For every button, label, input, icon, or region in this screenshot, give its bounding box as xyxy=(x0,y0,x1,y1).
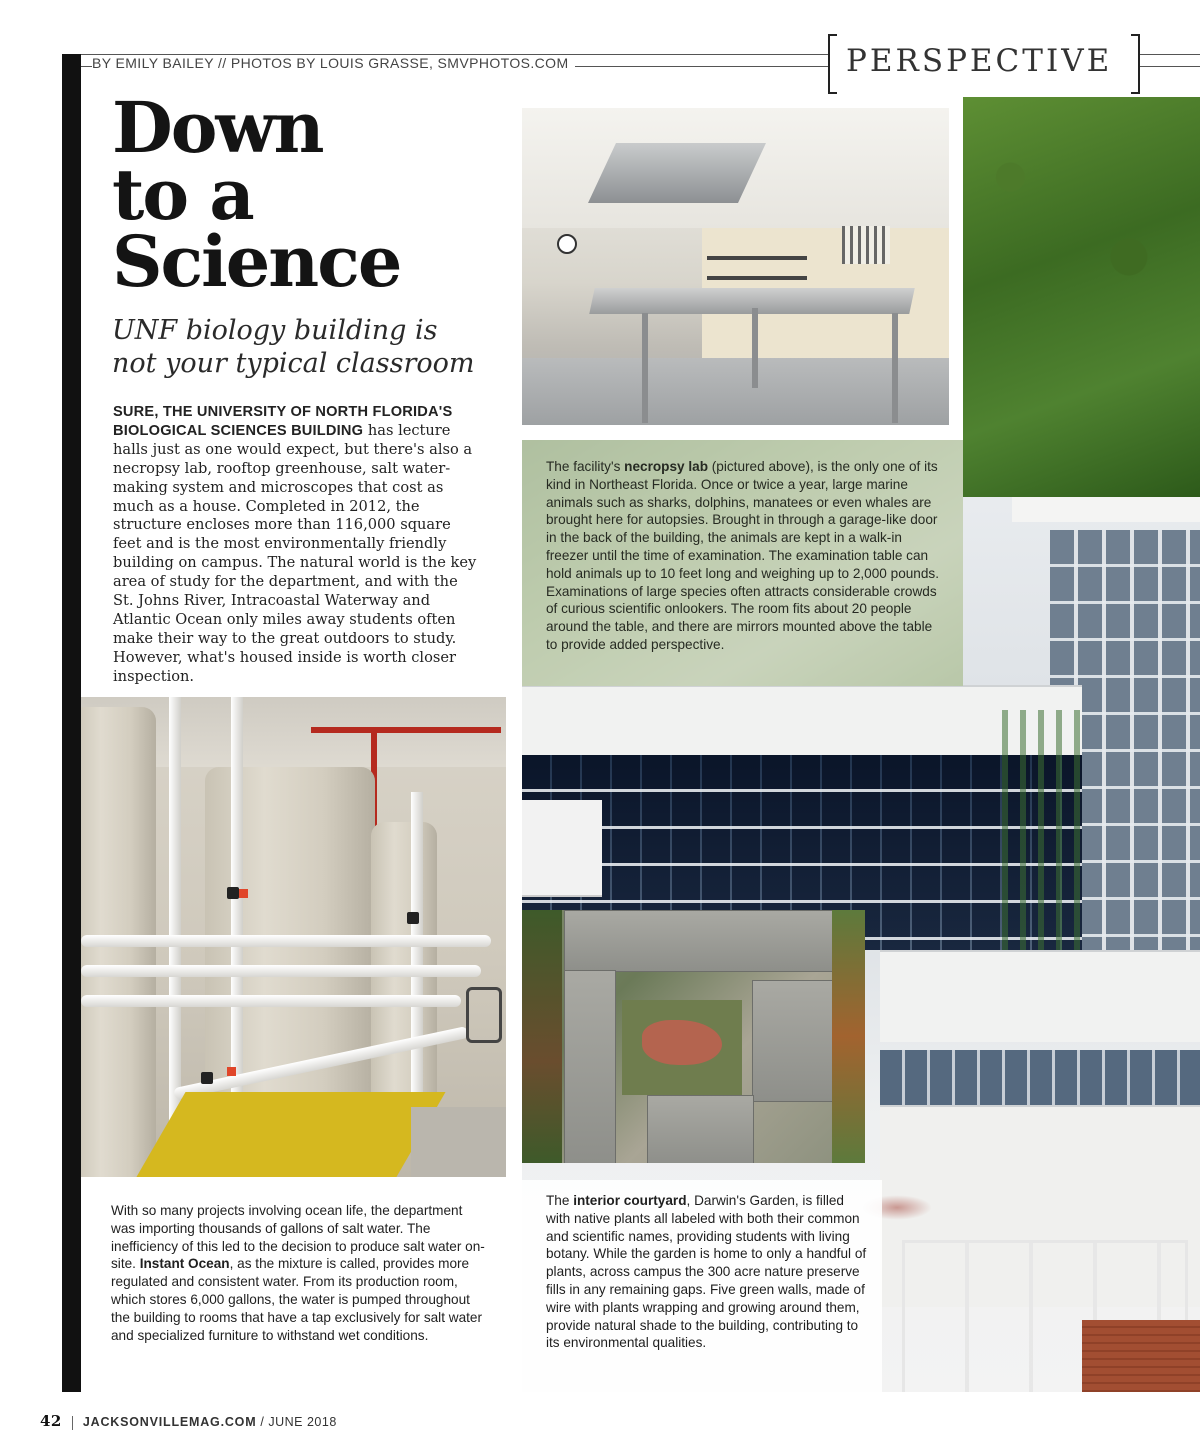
lab-hood xyxy=(588,143,766,203)
horizontal-pipe xyxy=(81,935,491,947)
intro-lead: SURE, THE UNIVERSITY OF NORTH FLORIDA'S BIOLOGICAL SCIENCES BUILDING xyxy=(113,404,453,439)
horizontal-pipe xyxy=(81,995,461,1007)
intro-paragraph xyxy=(113,403,481,687)
valve-handle-icon xyxy=(239,889,248,898)
headline-line: Down xyxy=(112,86,323,169)
headline xyxy=(112,86,502,303)
yellow-floor xyxy=(136,1092,445,1177)
necropsy-caption xyxy=(546,458,946,654)
issue-date: / JUNE 2018 xyxy=(260,1415,337,1429)
headline-line: to a xyxy=(112,153,253,236)
clock-icon xyxy=(557,234,577,254)
treetop-photo xyxy=(963,97,1200,497)
bracket-left xyxy=(828,34,837,94)
necropsy-caption-bold: necropsy lab xyxy=(624,459,708,474)
magazine-url: JACKSONVILLEMAG.COM xyxy=(82,1415,257,1429)
lower-roof xyxy=(880,950,1200,1042)
aerial-trees-left xyxy=(522,910,562,1163)
valve-icon xyxy=(407,912,419,924)
aerial-garden-path xyxy=(642,1020,722,1065)
lab-shelf xyxy=(707,256,807,260)
bracket-right xyxy=(1131,34,1140,94)
salt-caption-post: , as the mixture is called, provides more regulated and consistent water. From its production room, which stores 6,000 gallons, the water is pumped throughout the building to rooms that have a tap exclusively for salt water and specialized furniture to withstand wet conditions. xyxy=(111,1256,483,1343)
footer-divider xyxy=(72,1416,73,1430)
header-rule-top-right xyxy=(1140,54,1200,55)
lab-shelf xyxy=(707,276,807,280)
aerial-roof-bottom xyxy=(647,1095,754,1163)
horizontal-pipe xyxy=(81,965,481,977)
valve-handle-icon xyxy=(227,1067,236,1076)
aerial-roof-right xyxy=(752,980,834,1102)
salt-water-caption xyxy=(111,1202,489,1344)
headline-line: Science xyxy=(112,220,401,303)
salt-caption-pre: With so many projects involving ocean life, the department was importing thousands of gallons of salt water. The inefficiency of this led to the decision to produce salt water on-site. xyxy=(111,1203,485,1272)
subhead xyxy=(112,314,512,380)
necropsy-lab-photo xyxy=(522,108,949,425)
courtyard-caption xyxy=(546,1192,871,1352)
necropsy-caption-pre: The facility's xyxy=(546,459,625,474)
green-wall xyxy=(1002,710,1092,960)
subhead-line: not your typical classroom xyxy=(112,348,475,379)
subhead-line: UNF biology building is xyxy=(112,315,438,346)
lab-rack xyxy=(842,226,890,264)
accent-bar xyxy=(62,54,81,1392)
salt-caption-bold: Instant Ocean xyxy=(139,1256,230,1272)
left-roof-block xyxy=(522,800,602,897)
intro-body: has lecture halls just as one would expect, but there's also a necropsy lab, rooftop greenhouse, salt water-making system and microscopes that cost as much as a house. Completed in 2012, the structure encloses more than 116,000 square feet and is the most environmentally friendly building on campus. The natural world is the key area of study for the department, and with the St. Johns River, Intracoastal Waterway and Atlantic Ocean only miles away students often make their way to the great outdoors to study. However, what's housed inside is worth closer inspection. xyxy=(113,421,477,685)
necropsy-caption-post: (pictured above), is the only one of its kind in Northeast Florida. Once or twice a year, large marine animals such as sharks, dolphins, manatees or even whales are brought here for autopsies. Brought in through a garage-like door in the back of the building, the animals are kept in a walk-in freezer until the time of examination. The examination table can hold animals up to 10 feet long and weighing up to 2,000 pounds. Examinations of large species often attracts considerable crowds of curious scientific onlookers. The room fits about 20 people around the table, and there are mirrors mounted above the table to provide added perspective. xyxy=(546,459,940,652)
page-number: 42 xyxy=(40,1412,62,1430)
valve-icon xyxy=(201,1072,213,1084)
aerial-roof-top xyxy=(564,910,834,972)
courtyard-caption-bold: interior courtyard xyxy=(573,1193,687,1208)
aerial-roof-left xyxy=(564,970,616,1163)
courtyard-caption-post: , Darwin's Garden, is filled with native plants all labeled with both their common and scientific names, providing students with living botany. While the garden is home to only a handful of plants, across campus the 300 acre nature preserve fills in any remaining gaps. Five green walls, made of wire with plants wrapping and growing around them, provide natural shade to the building, contributing to its environmental qualities. xyxy=(546,1193,867,1351)
section-label-box xyxy=(828,34,1140,92)
salt-water-tanks-photo xyxy=(81,697,506,1177)
brick-wall xyxy=(1082,1320,1200,1392)
sprinkler-pipe xyxy=(311,727,501,733)
courtyard-aerial-photo xyxy=(522,910,865,1163)
page-footer xyxy=(40,1412,337,1430)
section-label: PERSPECTIVE xyxy=(846,43,1113,79)
grey-floor xyxy=(411,1107,506,1177)
table-leg xyxy=(642,313,648,423)
lower-windows xyxy=(880,1050,1200,1105)
vertical-pipe xyxy=(411,792,423,1122)
valve-icon xyxy=(227,887,239,899)
byline: BY EMILY BAILEY // PHOTOS BY LOUIS GRASSE, SMVPHOTOS.COM xyxy=(92,55,575,71)
header-rule-bottom-right xyxy=(1140,66,1200,67)
table-leg xyxy=(752,308,758,388)
lab-floor xyxy=(522,358,949,425)
mid-roof xyxy=(522,685,1082,757)
aerial-trees-right xyxy=(832,910,865,1163)
table-leg xyxy=(892,313,898,423)
hose-reel xyxy=(466,987,502,1043)
courtyard-caption-pre: The xyxy=(546,1193,574,1208)
